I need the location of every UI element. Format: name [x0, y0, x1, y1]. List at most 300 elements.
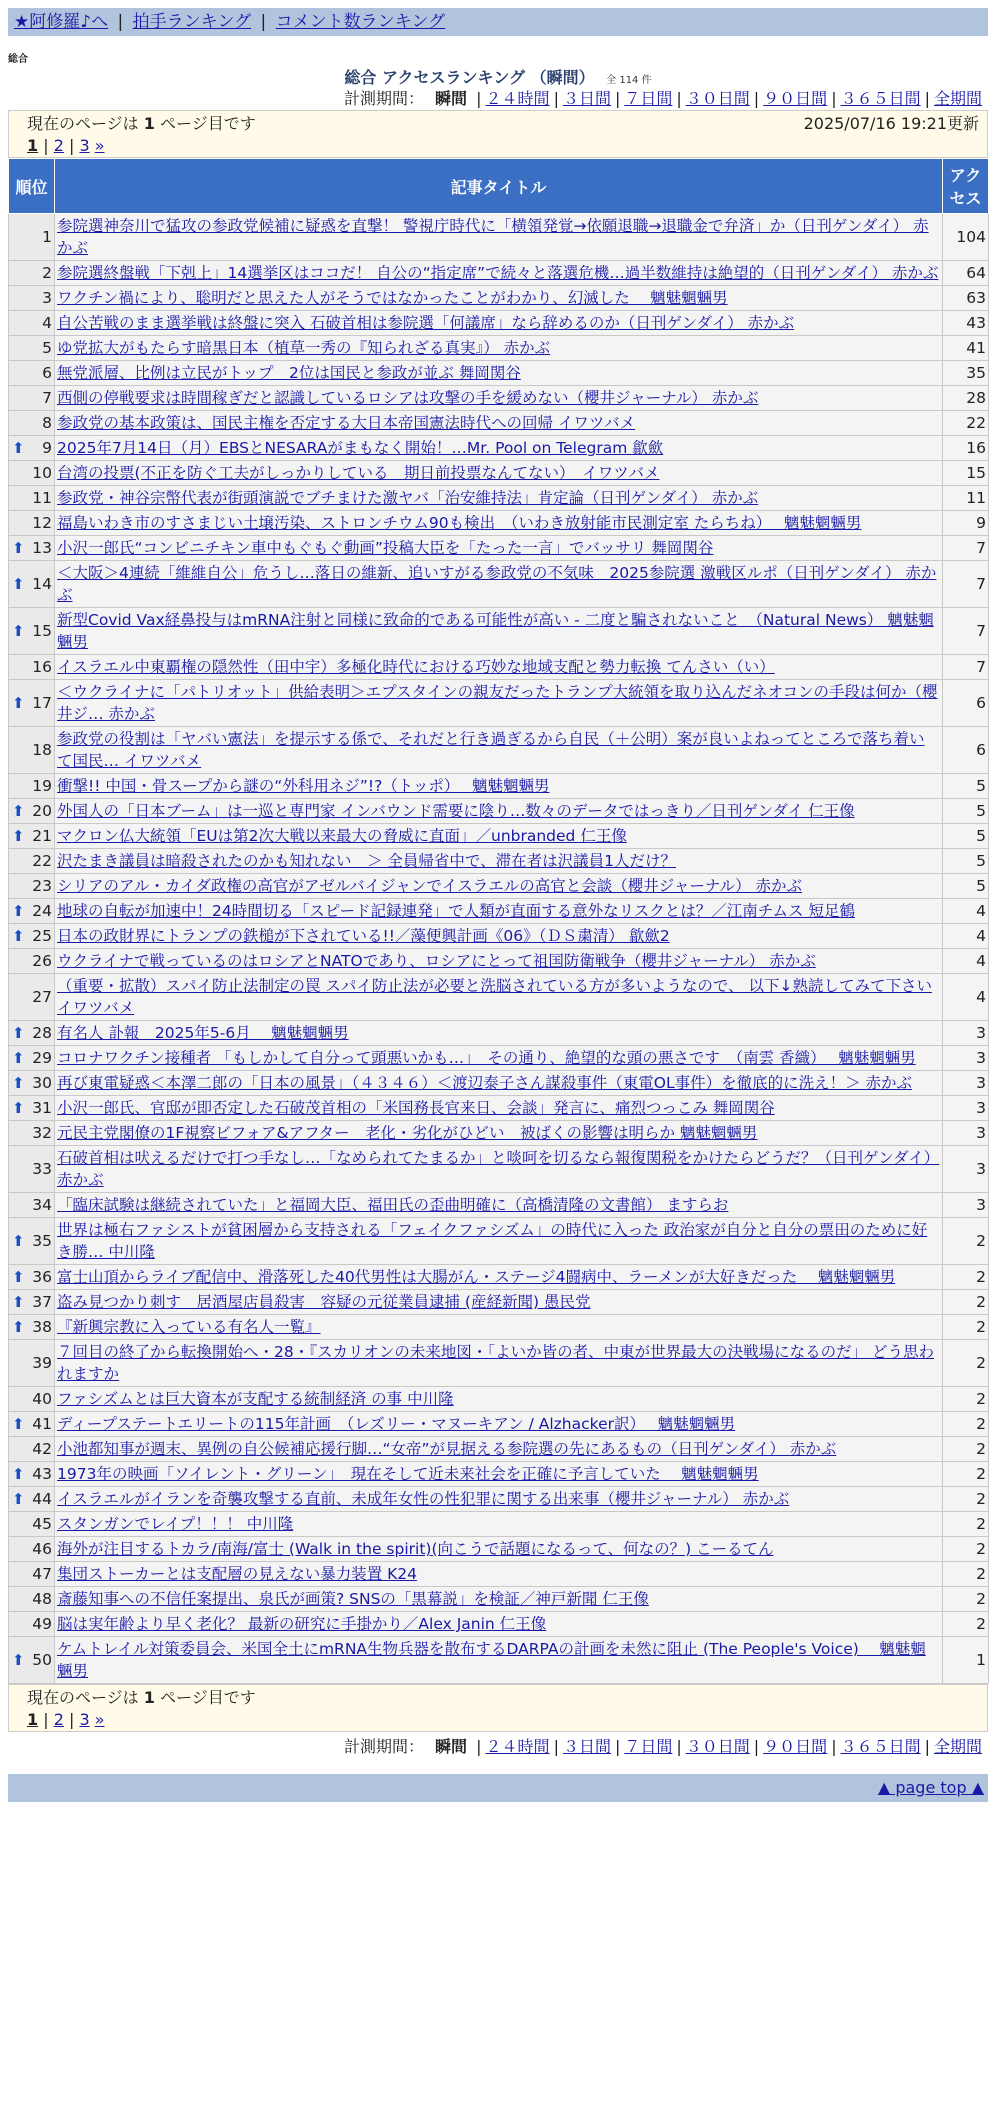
table-row — [9, 1315, 989, 1340]
rank-number: 45 — [32, 1515, 52, 1533]
title-cell — [55, 949, 943, 974]
article-title-link[interactable]: コロナワクチン接種者 「もしかして自分って頭悪いかも…」 その通り、絶望的な頭の悪さです （南雲 香織） 魑魅魍魎男 — [57, 1049, 916, 1067]
title-cell — [55, 386, 943, 411]
ranking-title: 総合 アクセスランキング （瞬間） — [344, 68, 595, 87]
title-cell — [55, 1512, 943, 1537]
article-title-link[interactable]: ゆ党拡大がもたらす暗黒日本（植草一秀の『知られざる真実』） 赤かぶ — [57, 339, 551, 357]
article-title-link[interactable]: 沢たまき議員は暗殺されたのかも知れない ＞ 全員帰省中で、滞在者は沢議員1人だけ？ — [57, 852, 676, 870]
rank-number: 17 — [32, 694, 52, 712]
pager-next-link[interactable]: » — [94, 136, 105, 155]
pager-separator: | — [63, 136, 80, 155]
page-info-bottom — [8, 1684, 988, 1732]
access-count: 2 — [943, 1412, 989, 1437]
rank-number: 12 — [32, 514, 52, 532]
period-separator: | — [676, 1737, 682, 1756]
period-option-link[interactable]: ３０日間 — [685, 1737, 750, 1756]
title-cell — [55, 1146, 943, 1193]
access-count: 5 — [943, 824, 989, 849]
access-count: 9 — [943, 511, 989, 536]
article-title-link[interactable]: 自公苦戦のまま選挙戦は終盤に突入 石破首相は参院選「何議席」なら辞めるのか（日刊ゲンダイ） 赤かぶ — [57, 314, 795, 332]
rank-cell — [9, 1315, 55, 1340]
access-count: 4 — [943, 899, 989, 924]
title-cell — [55, 1340, 943, 1387]
article-title-link[interactable]: 1973年の映画「ソイレント・グリーン」 現在そして近未来社会を正確に予言していた 魑魅魍魎男 — [57, 1465, 759, 1483]
pager-top — [27, 135, 979, 157]
article-title-link[interactable]: イスラエルがイランを奇襲攻撃する直前、未成年女性の性犯罪に関する出来事（櫻井ジャーナル） 赤かぶ — [57, 1490, 790, 1508]
total-count: 全 114 件 — [606, 75, 652, 86]
table-row — [9, 461, 989, 486]
rank-number: 23 — [32, 877, 52, 895]
article-title-link[interactable]: 集団ストーカーとは支配層の見えない暴力装置 K24 — [57, 1565, 418, 1583]
article-title-link[interactable]: 元民主党閣僚の1F視察ビフォア&アフター 老化・劣化がひどい 被ばくの影響は明らか 魑魅魍魎男 — [57, 1124, 758, 1142]
title-cell — [55, 536, 943, 561]
rank-number: 37 — [32, 1293, 52, 1311]
table-row — [9, 1537, 989, 1562]
rank-number: 30 — [32, 1074, 52, 1092]
rank-up-arrow-icon — [12, 1318, 25, 1336]
table-header-row — [9, 159, 989, 214]
rank-cell — [9, 1146, 55, 1193]
period-options — [476, 1737, 986, 1756]
table-row — [9, 1096, 989, 1121]
rank-cell — [9, 774, 55, 799]
period-separator: | — [553, 1737, 559, 1756]
rank-up-arrow-icon — [12, 1024, 25, 1042]
access-count: 5 — [943, 799, 989, 824]
rank-cell — [9, 1537, 55, 1562]
article-title-link[interactable]: 2025年7月14日（月）EBSとNESARAがまもなく開始！…Mr. Pool on Telegram 歙歛 — [57, 439, 664, 457]
article-title-link[interactable]: ファシズムとは巨大資本が支配する統制経済 の事 中川隆 — [57, 1390, 454, 1408]
title-cell — [55, 680, 943, 727]
rank-number: 22 — [32, 852, 52, 870]
rank-number: 14 — [32, 575, 52, 593]
article-title-link[interactable]: ウクライナで戦っているのはロシアとNATOであり、ロシアにとって祖国防衛戦争（櫻井ジャーナル） 赤かぶ — [57, 952, 816, 970]
ranking-table — [8, 158, 989, 1684]
rank-cell — [9, 1121, 55, 1146]
rank-cell — [9, 461, 55, 486]
page-top-link[interactable]: ▲ page top ▲ — [877, 1778, 984, 1797]
table-body — [9, 214, 989, 1684]
rank-number: 13 — [32, 539, 52, 557]
rank-cell — [9, 1265, 55, 1290]
access-count: 7 — [943, 561, 989, 608]
title-cell — [55, 849, 943, 874]
period-option-link[interactable]: ９０日間 — [763, 89, 828, 108]
access-count: 7 — [943, 536, 989, 561]
access-count: 3 — [943, 1146, 989, 1193]
article-title-link[interactable]: 台湾の投票(不正を防ぐ工夫がしっかりしている 期日前投票なんてない） イワツバメ — [57, 464, 660, 482]
table-row — [9, 1462, 989, 1487]
access-count: 15 — [943, 461, 989, 486]
access-count: 104 — [943, 214, 989, 261]
rank-cell — [9, 511, 55, 536]
pager-separator: | — [63, 1710, 80, 1729]
access-count: 2 — [943, 1537, 989, 1562]
rank-cell — [9, 1290, 55, 1315]
table-row — [9, 1290, 989, 1315]
rank-number: 28 — [32, 1024, 52, 1042]
rank-number: 24 — [32, 902, 52, 920]
rank-up-arrow-icon — [12, 1651, 25, 1669]
title-cell — [55, 486, 943, 511]
rank-number: 2 — [42, 264, 52, 282]
rank-cell — [9, 1637, 55, 1684]
table-row — [9, 411, 989, 436]
page-info-top — [8, 110, 988, 158]
table-row — [9, 1387, 989, 1412]
period-option-link[interactable]: 全期間 — [933, 1737, 982, 1756]
access-count: 2 — [943, 1315, 989, 1340]
rank-cell — [9, 1412, 55, 1437]
table-row — [9, 1437, 989, 1462]
rank-number: 38 — [32, 1318, 52, 1336]
table-row — [9, 336, 989, 361]
access-count: 4 — [943, 974, 989, 1021]
table-row — [9, 849, 989, 874]
period-option-link[interactable]: 全期間 — [933, 89, 982, 108]
table-row — [9, 1021, 989, 1046]
pager-page-link[interactable]: 3 — [79, 1710, 90, 1729]
article-title-link[interactable]: 参政党の基本政策は、国民主権を否定する大日本帝国憲法時代への回帰 イワツバメ — [57, 414, 636, 432]
access-count: 3 — [943, 1096, 989, 1121]
article-title-link[interactable]: 盗み見つかり刺す 居酒屋店員殺害 容疑の元従業員逮捕 (産経新聞) 愚民党 — [57, 1293, 591, 1311]
article-title-link[interactable]: シリアのアル・カイダ政権の高官がアゼルバイジャンでイスラエルの高官と会談（櫻井ジャーナル） 赤かぶ — [57, 877, 803, 895]
rank-number: 40 — [32, 1390, 52, 1408]
article-title-link[interactable]: 海外が注目するトカラ/南海/富士 (Walk in the spirit)(向こうで話題になるって、何なの？) こーるてん — [57, 1540, 774, 1558]
pager-page-link[interactable]: 3 — [79, 136, 90, 155]
access-count: 7 — [943, 655, 989, 680]
table-row — [9, 608, 989, 655]
article-title-link[interactable]: 小沢一郎氏“コンビニチキン車中もぐもぐ動画”投稿大臣を「たった一言」でバッサリ 舞岡関谷 — [57, 539, 714, 557]
title-cell — [55, 1637, 943, 1684]
article-title-link[interactable]: 再び東電疑惑＜本澤二郎の「日本の風景」（４３４６）＜渡辺泰子さん謀殺事件（東電OL事件）を徹底的に洗え！＞ 赤かぶ — [57, 1074, 913, 1092]
rank-number: 6 — [42, 364, 52, 382]
title-cell — [55, 1612, 943, 1637]
table-row — [9, 1146, 989, 1193]
article-title-link[interactable]: ＜ウクライナに「パトリオット」供給表明＞エプスタインの親友だったトランプ大統領を取り込んだネオコンの手段は何か（櫻井ジ… 赤かぶ — [57, 683, 938, 723]
title-cell — [55, 411, 943, 436]
period-current: 瞬間 — [435, 89, 468, 108]
title-cell — [55, 899, 943, 924]
article-title-link[interactable]: ケムトレイル対策委員会、米国全土にmRNA生物兵器を散布するDARPAの計画を未然に阻止 (The People's Voice) 魑魅魍魎男 — [57, 1640, 926, 1680]
article-title-link[interactable]: 参政党の役割は「ヤバい憲法」を提示する係で、それだと行き過ぎるから自民（＋公明）案が良いよねってところで落ち着いて国民… イワツバメ — [57, 730, 925, 770]
period-label: 計測期間： — [343, 1737, 424, 1756]
table-row — [9, 874, 989, 899]
access-count: 2 — [943, 1290, 989, 1315]
access-count: 4 — [943, 949, 989, 974]
access-count: 3 — [943, 1046, 989, 1071]
rank-number: 29 — [32, 1049, 52, 1067]
article-title-link[interactable]: 斎藤知事への不信任案提出、泉氏が画策? SNSの「黒幕説」を検証／神戸新聞 仁王像 — [57, 1590, 649, 1608]
title-cell — [55, 1387, 943, 1412]
article-title-link[interactable]: 「臨床試験は継続されていた」と福岡大臣、福田氏の歪曲明確に（高橋清隆の文書館） ますらお — [57, 1196, 729, 1214]
article-title-link[interactable]: イスラエル中東覇権の隠然性（田中宇）多極化時代における巧妙な地域支配と勢力転換 てんさい（い） — [57, 658, 775, 676]
table-row — [9, 727, 989, 774]
rank-up-arrow-icon — [12, 622, 25, 640]
period-option-link[interactable]: ９０日間 — [763, 1737, 828, 1756]
period-option-link[interactable]: ３日間 — [562, 1737, 611, 1756]
table-row — [9, 1121, 989, 1146]
title-cell — [55, 561, 943, 608]
article-title-link[interactable]: 日本の政財界にトランプの鉄槌が下されている!!／藻便興計画《06》（ＤＳ粛清） 歙歛2 — [57, 927, 670, 945]
rank-cell — [9, 286, 55, 311]
rank-cell — [9, 799, 55, 824]
article-title-link[interactable]: 小沢一郎氏、官邸が即否定した石破茂首相の「米国務長官来日、会談」発言に、痛烈つっこみ 舞岡関谷 — [57, 1099, 775, 1117]
rank-up-arrow-icon — [12, 1074, 25, 1092]
rank-cell — [9, 1021, 55, 1046]
table-row — [9, 1265, 989, 1290]
rank-number: 10 — [32, 464, 52, 482]
period-options — [476, 89, 986, 108]
table-row — [9, 361, 989, 386]
rank-cell — [9, 436, 55, 461]
title-cell — [55, 1437, 943, 1462]
article-title-link[interactable]: 福島いわき市のすさまじい土壌汚染、ストロンチウム90も検出 （いわき放射能市民測定室 たらちね） 魑魅魍魎男 — [57, 514, 862, 532]
rank-number: 3 — [42, 289, 52, 307]
rank-number: 44 — [32, 1490, 52, 1508]
comment-ranking-link[interactable]: コメント数ランキング — [275, 12, 446, 32]
access-count: 7 — [943, 608, 989, 655]
applause-ranking-link[interactable]: 拍手ランキング — [132, 12, 252, 32]
ranking-title-row — [8, 68, 988, 88]
period-selector-top — [8, 88, 988, 110]
article-title-link[interactable]: 西側の停戦要求は時間稼ぎだと認識しているロシアは攻撃の手を緩めない（櫻井ジャーナル） 赤かぶ — [57, 389, 759, 407]
access-count: 2 — [943, 1387, 989, 1412]
article-title-link[interactable]: （重要・拡散）スパイ防止法制定の罠 スパイ防止法が必要と洗脳されている方が多いようなので、 以下↓熟読してみて下さい イワツバメ — [57, 977, 933, 1017]
article-title-link[interactable]: 『新興宗教に入っている有名人一覧』 — [57, 1318, 321, 1336]
title-cell — [55, 214, 943, 261]
access-count: 2 — [943, 1587, 989, 1612]
rank-up-arrow-icon — [12, 539, 25, 557]
access-count: 2 — [943, 1340, 989, 1387]
period-option-link[interactable]: ７日間 — [624, 1737, 673, 1756]
rank-up-arrow-icon — [12, 1099, 25, 1117]
table-row — [9, 1046, 989, 1071]
article-title-link[interactable]: 参院選神奈川で猛攻の参政党候補に疑惑を直撃！ 警視庁時代に「横領発覚→依願退職→退職金で弁済」か（日刊ゲンダイ） 赤かぶ — [57, 217, 929, 257]
rank-number: 39 — [32, 1354, 52, 1372]
nav-separator: | — [260, 12, 267, 32]
article-title-link[interactable]: 衝撃!! 中国・骨スープから謎の“外科用ネジ”!?（トッポ） 魑魅魍魎男 — [57, 777, 550, 795]
title-cell — [55, 1562, 943, 1587]
period-separator: | — [831, 89, 837, 108]
title-cell — [55, 1587, 943, 1612]
title-cell — [55, 361, 943, 386]
pager-separator: | — [38, 1710, 54, 1729]
period-option-link[interactable]: ３６５日間 — [840, 1737, 921, 1756]
table-row — [9, 1612, 989, 1637]
title-cell — [55, 1193, 943, 1218]
access-count: 16 — [943, 436, 989, 461]
rank-number: 32 — [32, 1124, 52, 1142]
period-current: 瞬間 — [435, 1737, 468, 1756]
rank-cell — [9, 727, 55, 774]
article-title-link[interactable]: 地球の自転が加速中！24時間切る「スピード記録連発」で人類が直面する意外なリスクとは？／江南チムス 短足鶴 — [57, 902, 855, 920]
article-title-link[interactable]: 世界は極右ファシストが貧困層から支持される「フェイクファシズム」の時代に入った 政治家が自分と自分の票田のために好き勝… 中川隆 — [57, 1221, 928, 1261]
title-cell — [55, 655, 943, 680]
rank-up-arrow-icon — [12, 694, 25, 712]
rank-number: 20 — [32, 802, 52, 820]
rank-cell — [9, 608, 55, 655]
top-nav-bar — [8, 8, 988, 36]
period-selector-bottom — [8, 1736, 988, 1758]
pager-next-link[interactable]: » — [94, 1710, 105, 1729]
article-title-link[interactable]: ＜大阪＞4連続「維維自公」危うし…落日の維新、追いすがる参政党の不気味 2025参院選 激戦区ルポ（日刊ゲンダイ） 赤かぶ — [57, 564, 937, 604]
title-cell — [55, 261, 943, 286]
table-row — [9, 974, 989, 1021]
access-count: 3 — [943, 1193, 989, 1218]
rank-number: 7 — [42, 389, 52, 407]
table-row — [9, 1512, 989, 1537]
article-title-link[interactable]: 参政党・神谷宗幣代表が街頭演説でブチまけた激ヤバ「治安維持法」肯定論（日刊ゲンダイ） 赤かぶ — [57, 489, 759, 507]
article-title-link[interactable]: 脳は実年齢より早く老化？ 最新の研究に手掛かり／Alex Janin 仁王像 — [57, 1615, 547, 1633]
current-page-text: 現在のページは 1 ページ目です — [27, 114, 256, 133]
access-count: 2 — [943, 1265, 989, 1290]
header-rank: 順位 — [9, 159, 55, 214]
article-title-link[interactable]: スタンガンでレイプ！！！ 中川隆 — [57, 1515, 294, 1533]
rank-up-arrow-icon — [12, 1049, 25, 1067]
rank-cell — [9, 899, 55, 924]
article-title-link[interactable]: 無党派層、比例は立民がトップ 2位は国民と参政が並ぶ 舞岡関谷 — [57, 364, 521, 382]
rank-cell — [9, 1071, 55, 1096]
rank-number: 46 — [32, 1540, 52, 1558]
table-row — [9, 1562, 989, 1587]
rank-number: 31 — [32, 1099, 52, 1117]
title-cell — [55, 1412, 943, 1437]
rank-number: 36 — [32, 1268, 52, 1286]
title-cell — [55, 774, 943, 799]
home-link[interactable]: ★阿修羅♪へ — [14, 12, 109, 32]
table-row — [9, 536, 989, 561]
rank-cell — [9, 336, 55, 361]
access-count: 6 — [943, 727, 989, 774]
title-cell — [55, 608, 943, 655]
rank-cell — [9, 1487, 55, 1512]
rank-number: 41 — [32, 1415, 52, 1433]
rank-number: 48 — [32, 1590, 52, 1608]
article-title-link[interactable]: 外国人の「日本ブーム」は一巡と専門家 インバウンド需要に陰り…数々のデータではっきり／日刊ゲンダイ 仁王像 — [57, 802, 855, 820]
pager-page-link[interactable]: 2 — [53, 136, 64, 155]
title-cell — [55, 511, 943, 536]
article-title-link[interactable]: 有名人 訃報 2025年5-6月 魑魅魍魎男 — [57, 1024, 349, 1042]
article-title-link[interactable]: 参院選終盤戦「下剋上」14選挙区はココだ！ 自公の“指定席”で続々と落選危機…過半数維持は絶望的（日刊ゲンダイ） 赤かぶ — [57, 264, 939, 282]
period-option-link[interactable]: ２４時間 — [485, 89, 550, 108]
rank-cell — [9, 1387, 55, 1412]
rank-number: 27 — [32, 988, 52, 1006]
rank-cell — [9, 974, 55, 1021]
table-row — [9, 436, 989, 461]
rank-cell — [9, 1587, 55, 1612]
title-cell — [55, 336, 943, 361]
rank-cell — [9, 1046, 55, 1071]
period-separator: | — [476, 1737, 482, 1756]
title-cell — [55, 924, 943, 949]
table-row — [9, 1412, 989, 1437]
article-title-link[interactable]: 新型Covid Vax経鼻投与はmRNA注射と同様に致命的である可能性が高い - 二度と騙されないこと （Natural News） 魑魅魍魎男 — [57, 611, 934, 651]
article-title-link[interactable]: ディープステートエリートの115年計画 （レズリー・マヌーキアン / Alzhacker訳） 魑魅魍魎男 — [57, 1415, 736, 1433]
rank-number: 21 — [32, 827, 52, 845]
table-row — [9, 214, 989, 261]
title-cell — [55, 1121, 943, 1146]
table-row — [9, 1487, 989, 1512]
pager-page-link[interactable]: 2 — [53, 1710, 64, 1729]
article-title-link[interactable]: 石破首相は吠えるだけで打つ手なし…「なめられてたまるか」と啖呵を切るなら報復関税をかけたらどうだ？（日刊ゲンダイ） 赤かぶ — [57, 1149, 940, 1189]
access-count: 5 — [943, 874, 989, 899]
access-count: 2 — [943, 1218, 989, 1265]
access-count: 28 — [943, 386, 989, 411]
title-cell — [55, 311, 943, 336]
current-page-text: 現在のページは 1 ページ目です — [27, 1688, 256, 1707]
rank-number: 9 — [42, 439, 52, 457]
table-row — [9, 286, 989, 311]
period-option-link[interactable]: ３日間 — [562, 89, 611, 108]
rank-up-arrow-icon — [12, 439, 25, 457]
title-cell — [55, 286, 943, 311]
article-title-link[interactable]: 富士山頂からライブ配信中、滑落死した40代男性は大腸がん・ステージ4闘病中、ラーメンが大好きだった 魑魅魍魎男 — [57, 1268, 896, 1286]
period-option-link[interactable]: ２４時間 — [485, 1737, 550, 1756]
access-count: 22 — [943, 411, 989, 436]
nav-separator: | — [117, 12, 124, 32]
article-title-link[interactable]: 小池都知事が週末、異例の自公候補応援行脚…“女帝”が見据える参院選の先にあるもの（日刊ゲンダイ） 赤かぶ — [57, 1440, 837, 1458]
rank-up-arrow-icon — [12, 827, 25, 845]
table-row — [9, 511, 989, 536]
period-separator: | — [553, 89, 559, 108]
period-separator: | — [614, 89, 621, 108]
period-separator: | — [753, 1737, 760, 1756]
rank-up-arrow-icon — [12, 1415, 25, 1433]
period-separator: | — [831, 1737, 837, 1756]
rank-cell — [9, 486, 55, 511]
rank-number: 33 — [32, 1160, 52, 1178]
title-cell — [55, 1462, 943, 1487]
table-row — [9, 1637, 989, 1684]
period-option-link[interactable]: ７日間 — [624, 89, 673, 108]
rank-cell — [9, 1512, 55, 1537]
rank-up-arrow-icon — [12, 575, 25, 593]
rank-number: 25 — [32, 927, 52, 945]
article-title-link[interactable]: ワクチン禍により、聡明だと思えた人がそうではなかったことがわかり、幻滅した 魑魅魍魎男 — [57, 289, 728, 307]
title-cell — [55, 1537, 943, 1562]
rank-number: 42 — [32, 1440, 52, 1458]
article-title-link[interactable]: マクロン仏大統領「EUは第2次大戦以来最大の脅威に直面」／unbranded 仁王像 — [57, 827, 627, 845]
title-cell — [55, 1096, 943, 1121]
rank-cell — [9, 1218, 55, 1265]
header-access: アクセス — [943, 159, 989, 214]
rank-number: 8 — [42, 414, 52, 432]
access-count: 2 — [943, 1462, 989, 1487]
access-count: 63 — [943, 286, 989, 311]
title-cell — [55, 1071, 943, 1096]
rank-cell — [9, 536, 55, 561]
rank-number: 18 — [32, 741, 52, 759]
rank-up-arrow-icon — [12, 1490, 25, 1508]
rank-number: 5 — [42, 339, 52, 357]
access-count: 11 — [943, 486, 989, 511]
access-count: 5 — [943, 774, 989, 799]
pager-bottom — [27, 1709, 979, 1731]
rank-cell — [9, 924, 55, 949]
period-option-link[interactable]: ３０日間 — [685, 89, 750, 108]
article-title-link[interactable]: ７回目の終了から転換開始へ・28・『スカリオンの未来地図・「よいか皆の者、中東が世界最大の決戦場になるのだ」 どう思われますか — [57, 1343, 934, 1383]
rank-cell — [9, 824, 55, 849]
title-cell — [55, 1315, 943, 1340]
table-row — [9, 1193, 989, 1218]
rank-number: 26 — [32, 952, 52, 970]
rank-cell — [9, 1340, 55, 1387]
rank-cell — [9, 1612, 55, 1637]
period-option-link[interactable]: ３６５日間 — [840, 89, 921, 108]
rank-cell — [9, 214, 55, 261]
updated-timestamp: 2025/07/16 19:21更新 — [803, 114, 979, 133]
